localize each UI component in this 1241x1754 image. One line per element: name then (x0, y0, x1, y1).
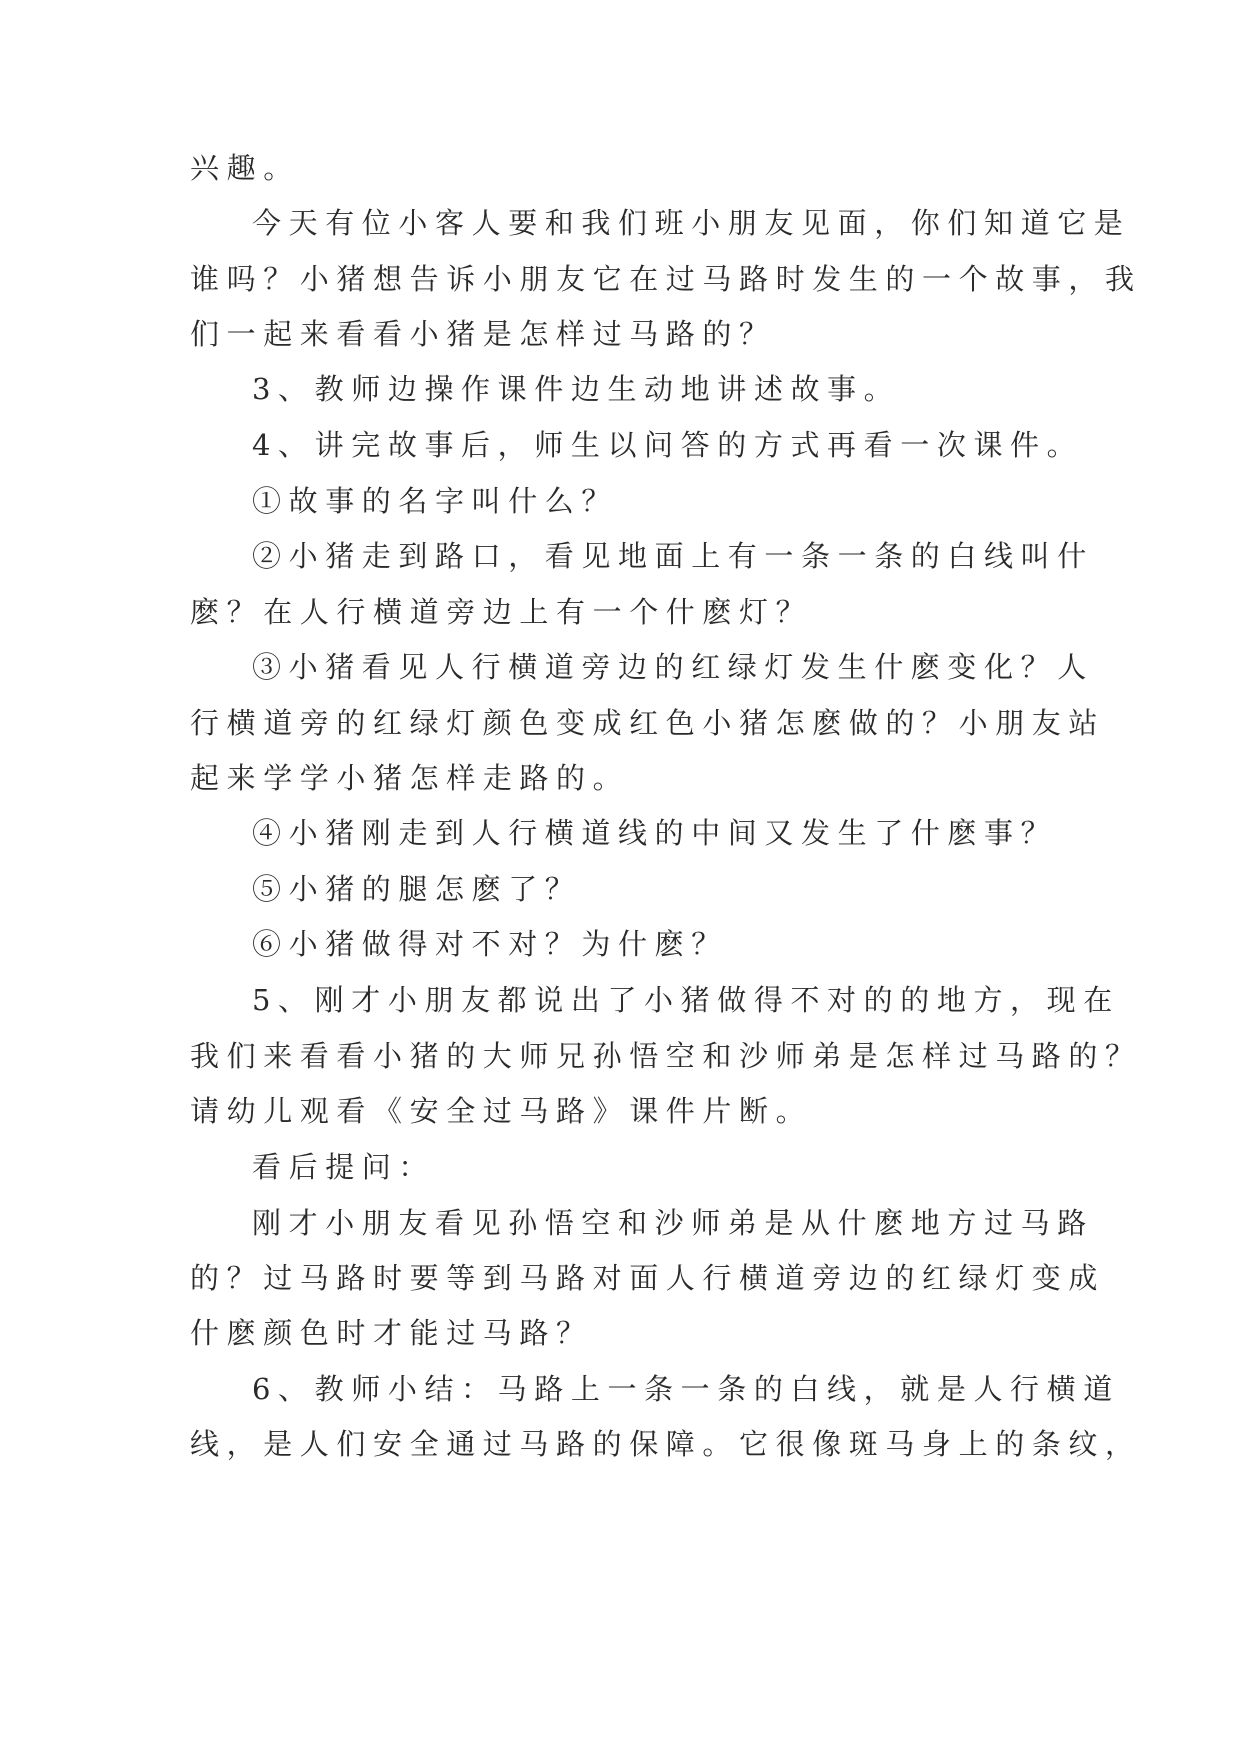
text-line: 谁吗？小猪想告诉小朋友它在过马路时发生的一个故事，我 (190, 262, 1142, 296)
text-line: ②小猪走到路口，看见地面上有一条一条的白线叫什 (252, 539, 1094, 573)
text-line: 兴趣。 (190, 151, 300, 185)
text-line: 刚才小朋友看见孙悟空和沙师弟是从什麽地方过马路 (252, 1206, 1094, 1240)
text-line: 们一起来看看小猪是怎样过马路的？ (190, 317, 776, 351)
text-line: 的？过马路时要等到马路对面人行横道旁边的红绿灯变成 (190, 1261, 1106, 1295)
text-line: ⑥小猪做得对不对？为什麽？ (252, 927, 728, 961)
text-line: 5、刚才小朋友都说出了小猪做得不对的的地方，现在 (252, 983, 1120, 1017)
text-line: 3、教师边操作课件边生动地讲述故事。 (252, 372, 901, 406)
text-line: 4、讲完故事后，师生以问答的方式再看一次课件。 (252, 428, 1084, 462)
text-line: 我们来看看小猪的大师兄孙悟空和沙师弟是怎样过马路的？ (190, 1039, 1142, 1073)
text-line: 什麽颜色时才能过马路？ (190, 1316, 593, 1350)
text-line: ③小猪看见人行横道旁边的红绿灯发生什麽变化？人 (252, 650, 1094, 684)
text-line: 6、教师小结：马路上一条一条的白线，就是人行横道 (252, 1372, 1120, 1406)
text-line: 请幼儿观看《安全过马路》课件片断。 (190, 1094, 813, 1128)
text-line: 线，是人们安全通过马路的保障。它很像斑马身上的条纹， (190, 1427, 1142, 1461)
text-line: 看后提问： (252, 1150, 436, 1184)
text-line: ④小猪刚走到人行横道线的中间又发生了什麽事？ (252, 816, 1058, 850)
text-line: 行横道旁的红绿灯颜色变成红色小猪怎麽做的？小朋友站 (190, 706, 1106, 740)
text-line: 今天有位小客人要和我们班小朋友见面，你们知道它是 (252, 206, 1131, 240)
text-line: 麽？在人行横道旁边上有一个什麽灯？ (190, 595, 813, 629)
text-line: ⑤小猪的腿怎麽了？ (252, 872, 582, 906)
text-line: 起来学学小猪怎样走路的。 (190, 761, 630, 795)
text-line: ①故事的名字叫什么？ (252, 484, 619, 518)
